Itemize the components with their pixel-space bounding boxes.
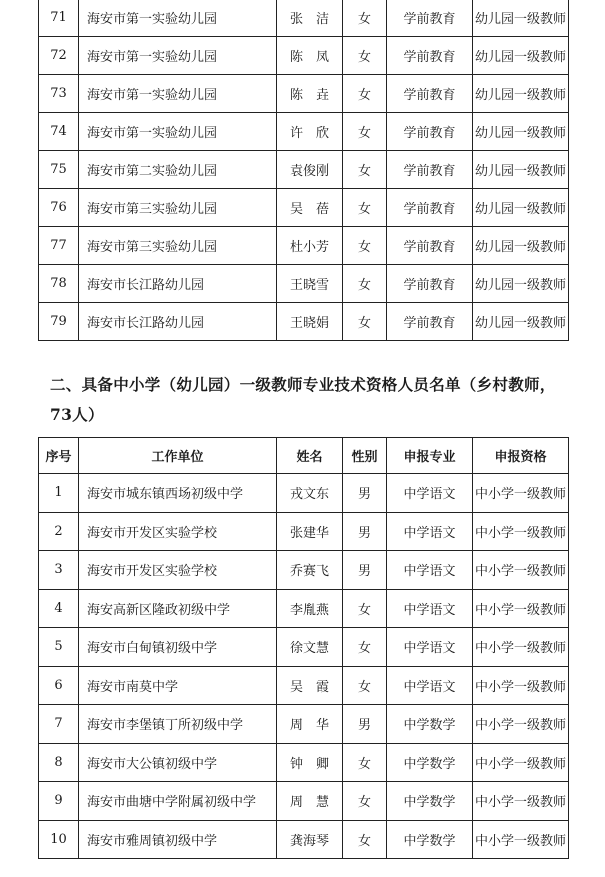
table-row bbox=[39, 75, 569, 113]
cell-gender: 女 bbox=[343, 743, 387, 782]
cell-gender: 女 bbox=[343, 628, 387, 667]
cell-serial-number: 9 bbox=[39, 782, 79, 821]
top-table-body bbox=[39, 0, 569, 341]
cell-serial-number: 10 bbox=[39, 820, 79, 859]
cell-specialty: 学前教育 bbox=[387, 303, 473, 341]
header-name: 姓名 bbox=[277, 438, 343, 474]
table-row bbox=[39, 265, 569, 303]
cell-work-unit: 海安市开发区实验学校 bbox=[79, 512, 277, 551]
bottom-table-body bbox=[39, 474, 569, 859]
cell-work-unit: 海安市开发区实验学校 bbox=[79, 551, 277, 590]
cell-work-unit: 海安市第三实验幼儿园 bbox=[79, 189, 277, 227]
section-heading: 二、具备中小学（幼儿园）一级教师专业技术资格人员名单（乡村教师，73人） bbox=[50, 375, 556, 424]
cell-gender: 女 bbox=[343, 113, 387, 151]
cell-qualification: 幼儿园一级教师 bbox=[473, 75, 569, 113]
table-row bbox=[39, 189, 569, 227]
cell-qualification: 中小学一级教师 bbox=[473, 628, 569, 667]
cell-specialty: 学前教育 bbox=[387, 227, 473, 265]
table-row bbox=[39, 743, 569, 782]
cell-specialty: 中学数学 bbox=[387, 782, 473, 821]
table-row bbox=[39, 628, 569, 667]
cell-specialty: 学前教育 bbox=[387, 189, 473, 227]
cell-gender: 女 bbox=[343, 151, 387, 189]
cell-person-name: 张 洁 bbox=[277, 0, 343, 37]
cell-person-name: 吴 霞 bbox=[277, 666, 343, 705]
cell-serial-number: 6 bbox=[39, 666, 79, 705]
cell-serial-number: 75 bbox=[39, 151, 79, 189]
cell-gender: 男 bbox=[343, 705, 387, 744]
cell-gender: 女 bbox=[343, 227, 387, 265]
cell-work-unit: 海安市曲塘中学附属初级中学 bbox=[79, 782, 277, 821]
table-row bbox=[39, 113, 569, 151]
cell-qualification: 幼儿园一级教师 bbox=[473, 37, 569, 75]
cell-serial-number: 4 bbox=[39, 589, 79, 628]
cell-gender: 女 bbox=[343, 189, 387, 227]
cell-gender: 女 bbox=[343, 0, 387, 37]
cell-person-name: 李胤燕 bbox=[277, 589, 343, 628]
cell-gender: 女 bbox=[343, 782, 387, 821]
cell-person-name: 王晓雪 bbox=[277, 265, 343, 303]
cell-work-unit: 海安市南莫中学 bbox=[79, 666, 277, 705]
table-row bbox=[39, 551, 569, 590]
table-row bbox=[39, 37, 569, 75]
cell-serial-number: 8 bbox=[39, 743, 79, 782]
cell-specialty: 中学语文 bbox=[387, 474, 473, 513]
cell-person-name: 乔赛飞 bbox=[277, 551, 343, 590]
cell-qualification: 中小学一级教师 bbox=[473, 743, 569, 782]
cell-serial-number: 77 bbox=[39, 227, 79, 265]
cell-gender: 女 bbox=[343, 37, 387, 75]
header-work-unit: 工作单位 bbox=[79, 438, 277, 474]
cell-qualification: 幼儿园一级教师 bbox=[473, 189, 569, 227]
cell-gender: 女 bbox=[343, 303, 387, 341]
cell-qualification: 中小学一级教师 bbox=[473, 589, 569, 628]
cell-gender: 女 bbox=[343, 666, 387, 705]
cell-qualification: 中小学一级教师 bbox=[473, 705, 569, 744]
cell-work-unit: 海安市第一实验幼儿园 bbox=[79, 0, 277, 37]
cell-gender: 男 bbox=[343, 551, 387, 590]
cell-specialty: 学前教育 bbox=[387, 151, 473, 189]
cell-person-name: 周 华 bbox=[277, 705, 343, 744]
cell-specialty: 中学语文 bbox=[387, 589, 473, 628]
table-row bbox=[39, 227, 569, 265]
cell-qualification: 幼儿园一级教师 bbox=[473, 227, 569, 265]
cell-work-unit: 海安市第一实验幼儿园 bbox=[79, 113, 277, 151]
cell-work-unit: 海安市大公镇初级中学 bbox=[79, 743, 277, 782]
cell-qualification: 中小学一级教师 bbox=[473, 512, 569, 551]
cell-person-name: 陈 凤 bbox=[277, 37, 343, 75]
cell-person-name: 张建华 bbox=[277, 512, 343, 551]
cell-specialty: 中学语文 bbox=[387, 512, 473, 551]
cell-specialty: 中学语文 bbox=[387, 551, 473, 590]
header-serial-number: 序号 bbox=[39, 438, 79, 474]
cell-serial-number: 73 bbox=[39, 75, 79, 113]
cell-gender: 女 bbox=[343, 589, 387, 628]
cell-person-name: 许 欣 bbox=[277, 113, 343, 151]
cell-person-name: 王晓娟 bbox=[277, 303, 343, 341]
header-specialty: 申报专业 bbox=[387, 438, 473, 474]
cell-specialty: 学前教育 bbox=[387, 0, 473, 37]
table-row bbox=[39, 0, 569, 37]
cell-gender: 男 bbox=[343, 512, 387, 551]
cell-qualification: 中小学一级教师 bbox=[473, 782, 569, 821]
cell-gender: 男 bbox=[343, 474, 387, 513]
cell-person-name: 杜小芳 bbox=[277, 227, 343, 265]
table-header-row bbox=[39, 438, 569, 474]
cell-serial-number: 76 bbox=[39, 189, 79, 227]
cell-qualification: 幼儿园一级教师 bbox=[473, 0, 569, 37]
cell-specialty: 学前教育 bbox=[387, 265, 473, 303]
cell-work-unit: 海安市李堡镇丁所初级中学 bbox=[79, 705, 277, 744]
cell-work-unit: 海安市第一实验幼儿园 bbox=[79, 75, 277, 113]
cell-specialty: 中学数学 bbox=[387, 820, 473, 859]
table-row bbox=[39, 474, 569, 513]
rural-teacher-table bbox=[38, 437, 569, 859]
cell-gender: 女 bbox=[343, 75, 387, 113]
table-row bbox=[39, 512, 569, 551]
cell-specialty: 中学语文 bbox=[387, 628, 473, 667]
cell-serial-number: 2 bbox=[39, 512, 79, 551]
cell-gender: 女 bbox=[343, 820, 387, 859]
table-row bbox=[39, 151, 569, 189]
cell-specialty: 学前教育 bbox=[387, 75, 473, 113]
cell-serial-number: 1 bbox=[39, 474, 79, 513]
cell-work-unit: 海安市雅周镇初级中学 bbox=[79, 820, 277, 859]
cell-person-name: 龚海琴 bbox=[277, 820, 343, 859]
table-row bbox=[39, 589, 569, 628]
table-row bbox=[39, 303, 569, 341]
cell-specialty: 学前教育 bbox=[387, 113, 473, 151]
cell-person-name: 周 慧 bbox=[277, 782, 343, 821]
cell-qualification: 中小学一级教师 bbox=[473, 820, 569, 859]
cell-serial-number: 71 bbox=[39, 0, 79, 37]
cell-gender: 女 bbox=[343, 265, 387, 303]
table-row bbox=[39, 705, 569, 744]
cell-qualification: 幼儿园一级教师 bbox=[473, 113, 569, 151]
header-qualification: 申报资格 bbox=[473, 438, 569, 474]
cell-serial-number: 3 bbox=[39, 551, 79, 590]
kindergarten-teacher-table bbox=[38, 0, 569, 341]
cell-specialty: 中学语文 bbox=[387, 666, 473, 705]
cell-work-unit: 海安市长江路幼儿园 bbox=[79, 265, 277, 303]
cell-work-unit: 海安高新区隆政初级中学 bbox=[79, 589, 277, 628]
cell-serial-number: 7 bbox=[39, 705, 79, 744]
cell-work-unit: 海安市长江路幼儿园 bbox=[79, 303, 277, 341]
table-row bbox=[39, 782, 569, 821]
cell-person-name: 袁俊刚 bbox=[277, 151, 343, 189]
cell-work-unit: 海安市城东镇西场初级中学 bbox=[79, 474, 277, 513]
header-gender: 性别 bbox=[343, 438, 387, 474]
cell-qualification: 幼儿园一级教师 bbox=[473, 265, 569, 303]
cell-person-name: 戎文东 bbox=[277, 474, 343, 513]
cell-person-name: 陈 垚 bbox=[277, 75, 343, 113]
cell-specialty: 学前教育 bbox=[387, 37, 473, 75]
cell-specialty: 中学数学 bbox=[387, 705, 473, 744]
cell-work-unit: 海安市第三实验幼儿园 bbox=[79, 227, 277, 265]
cell-work-unit: 海安市第一实验幼儿园 bbox=[79, 37, 277, 75]
cell-qualification: 中小学一级教师 bbox=[473, 666, 569, 705]
cell-work-unit: 海安市第二实验幼儿园 bbox=[79, 151, 277, 189]
cell-qualification: 中小学一级教师 bbox=[473, 474, 569, 513]
cell-work-unit: 海安市白甸镇初级中学 bbox=[79, 628, 277, 667]
table-row bbox=[39, 820, 569, 859]
cell-serial-number: 79 bbox=[39, 303, 79, 341]
cell-serial-number: 74 bbox=[39, 113, 79, 151]
cell-qualification: 幼儿园一级教师 bbox=[473, 151, 569, 189]
cell-qualification: 幼儿园一级教师 bbox=[473, 303, 569, 341]
cell-serial-number: 72 bbox=[39, 37, 79, 75]
cell-serial-number: 78 bbox=[39, 265, 79, 303]
cell-qualification: 中小学一级教师 bbox=[473, 551, 569, 590]
cell-person-name: 吴 蓓 bbox=[277, 189, 343, 227]
cell-specialty: 中学数学 bbox=[387, 743, 473, 782]
cell-serial-number: 5 bbox=[39, 628, 79, 667]
table-row bbox=[39, 666, 569, 705]
cell-person-name: 钟 卿 bbox=[277, 743, 343, 782]
cell-person-name: 徐文慧 bbox=[277, 628, 343, 667]
